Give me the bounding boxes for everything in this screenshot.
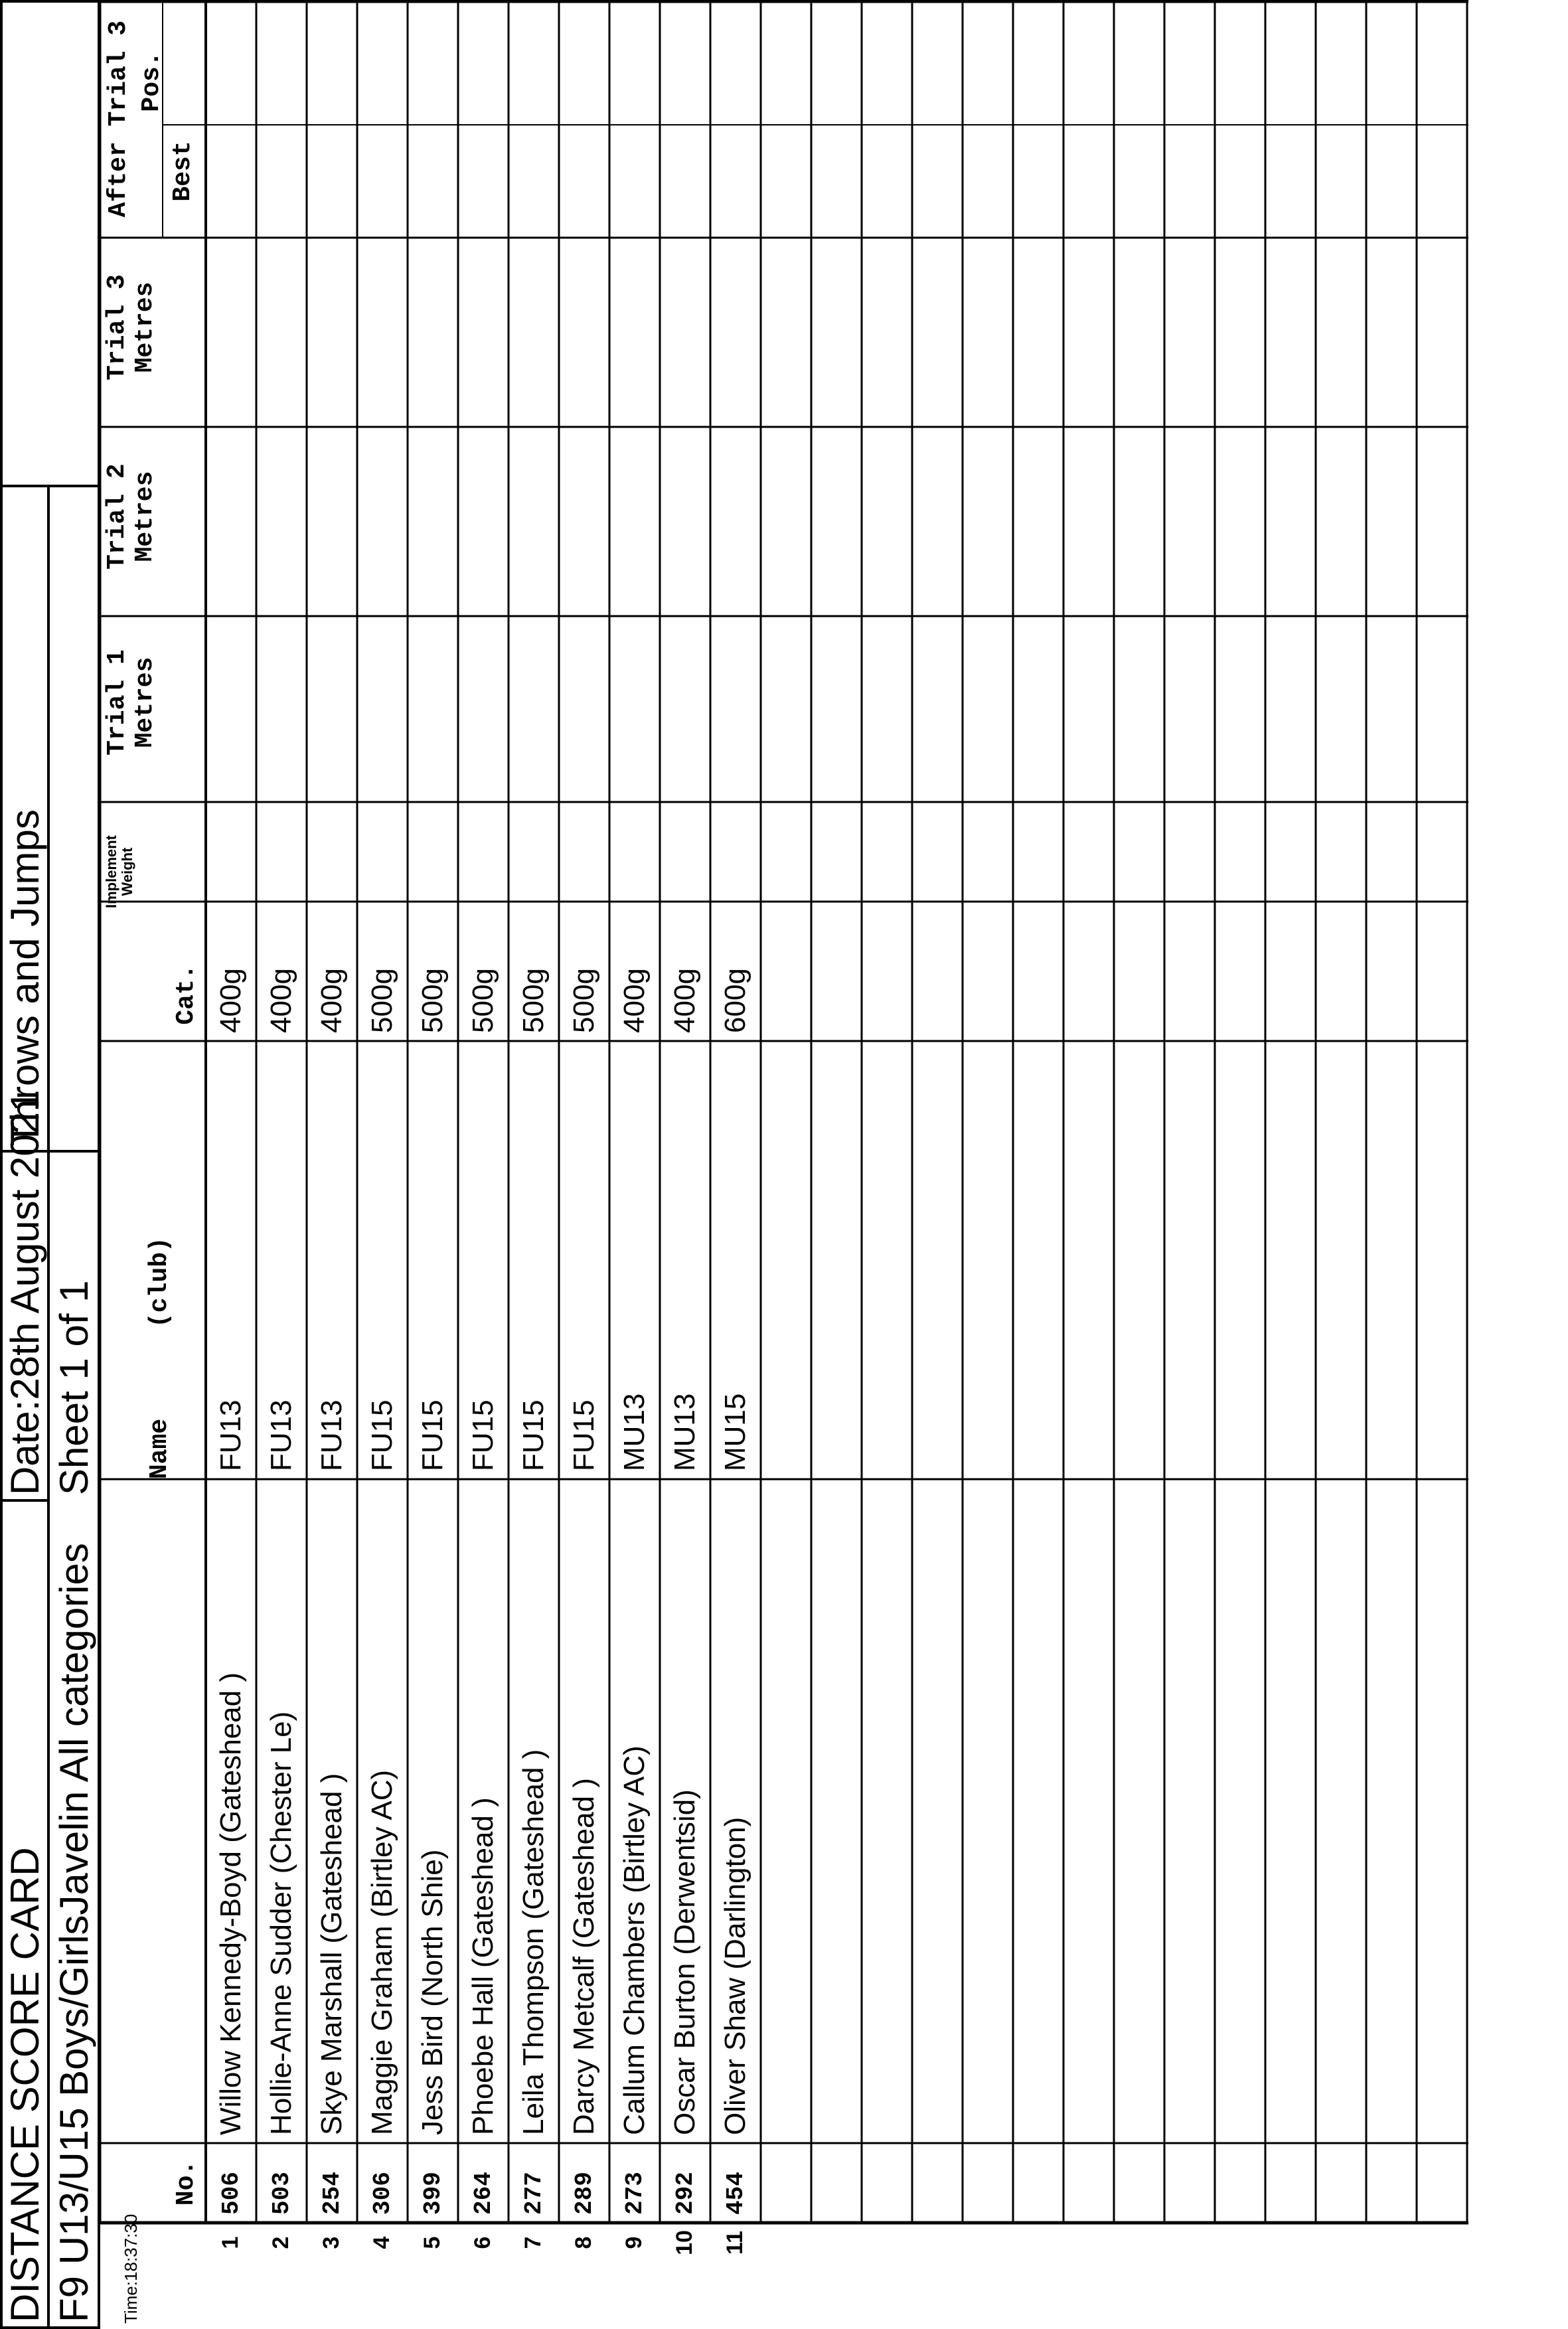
- row-index: 5: [420, 2236, 445, 2249]
- meeting-box: [0, 485, 50, 1153]
- competitor-number-text: 503: [268, 2172, 295, 2215]
- competitor-category: [660, 1046, 710, 1471]
- blank-header-box: [47, 485, 100, 1153]
- row-index: 10: [672, 2230, 697, 2255]
- competitor-name-text: Maggie Graham (Birtley AC): [366, 1769, 398, 2135]
- competitor-name: [458, 1485, 509, 2135]
- competitor-number: [408, 2143, 458, 2215]
- competitor-number-text: 254: [318, 2172, 346, 2215]
- row-index: 2: [268, 2236, 293, 2249]
- implement-weight-text: 400g: [315, 968, 348, 1033]
- competitor-number: [307, 2143, 357, 2215]
- competitor-name: [206, 1485, 256, 2135]
- competitor-name: [660, 1485, 710, 2135]
- print-time: Time:18:37:30: [121, 2213, 141, 2324]
- competitor-category: [408, 1046, 458, 1471]
- implement-weight: [256, 907, 307, 1033]
- implement-weight-text: 500g: [416, 968, 449, 1033]
- competitor-category-text: FU13: [265, 1400, 297, 1471]
- competitor-number: [357, 2143, 408, 2215]
- competitor-category: [509, 1046, 559, 1471]
- competitor-name-text: Willow Kennedy-Boyd (Gateshead ): [214, 1672, 247, 2135]
- title-box: [0, 1499, 50, 2329]
- competitor-category: [609, 1046, 660, 1471]
- meeting-name: Throws and Jumps: [3, 809, 47, 1146]
- implement-weight: [660, 907, 710, 1033]
- competitor-name: [710, 1485, 761, 2135]
- implement-weight: [307, 907, 357, 1033]
- competitor-category-text: FU13: [214, 1400, 247, 1471]
- implement-weight: [408, 907, 458, 1033]
- competitor-name-text: Oliver Shaw (Darlington): [719, 1816, 751, 2135]
- competitor-category: [458, 1046, 509, 1471]
- competitor-category-text: FU15: [416, 1400, 449, 1471]
- implement-weight-text: 400g: [618, 968, 651, 1033]
- col-header-after-pos: Pos.: [137, 51, 166, 112]
- competitor-name-text: Jess Bird (North Shie): [416, 1849, 449, 2135]
- implement-weight: [710, 907, 761, 1033]
- competitor-number-text: 506: [217, 2172, 245, 2215]
- competitor-category-text: FU15: [366, 1400, 398, 1471]
- competitor-name-text: Oscar Burton (Derwentsid): [668, 1789, 701, 2135]
- date-box: [0, 1089, 50, 1502]
- competitor-number: [559, 2143, 609, 2215]
- competitor-number: [660, 2143, 710, 2215]
- col-header-cat: Cat.: [172, 964, 200, 1025]
- competitor-category-text: MU15: [719, 1393, 751, 1471]
- competitor-number-text: 289: [570, 2172, 598, 2215]
- row-index: 11: [722, 2231, 747, 2255]
- competitor-name: [509, 1485, 559, 2135]
- meeting-date: Date:28th August 2021: [3, 1089, 47, 1495]
- event-box: [47, 1150, 100, 2329]
- implement-weight: [609, 907, 660, 1033]
- competitor-category-text: FU13: [315, 1400, 348, 1471]
- row-index: 6: [470, 2236, 495, 2249]
- competitor-name-text: Skye Marshall (Gateshead ): [315, 1773, 348, 2135]
- implement-weight: [458, 907, 509, 1033]
- competitor-category: [307, 1046, 357, 1471]
- competitor-name-text: Hollie-Anne Sudder (Chester Le): [265, 1711, 297, 2135]
- implement-weight-text: 500g: [467, 968, 499, 1033]
- col-header-trial2: Trial 2 Metres: [103, 463, 159, 570]
- implement-weight: [357, 907, 408, 1033]
- competitor-number-text: 399: [419, 2172, 447, 2215]
- competitor-number-text: 306: [368, 2172, 396, 2215]
- competitor-category-text: MU13: [668, 1393, 701, 1471]
- competitor-number: [609, 2143, 660, 2215]
- col-header-trial1: Trial 1 Metres: [103, 649, 159, 756]
- competitor-number: [256, 2143, 307, 2215]
- implement-weight-text: 500g: [517, 968, 550, 1033]
- row-index: 9: [621, 2236, 647, 2249]
- competitor-category: [710, 1046, 761, 1471]
- competitor-name: [357, 1485, 408, 2135]
- competitor-name: [408, 1485, 458, 2135]
- row-index: 3: [319, 2236, 344, 2249]
- event-name: F9 U13/U15 Boys/GirlsJavelin All categories: [51, 1543, 96, 2322]
- competitor-name-text: Phoebe Hall (Gateshead ): [467, 1797, 499, 2135]
- col-header-implement: Implement Weight: [103, 835, 135, 909]
- competitor-category-text: MU13: [618, 1393, 651, 1471]
- implement-weight-text: 500g: [366, 968, 398, 1033]
- blank-header-box-right: [0, 0, 100, 487]
- competitor-number-text: 264: [469, 2172, 497, 2215]
- competitor-name-text: Leila Thompson (Gateshead ): [517, 1749, 550, 2135]
- implement-weight-text: 400g: [265, 968, 297, 1033]
- col-header-name: Name (club): [145, 1237, 174, 1479]
- competitor-category: [559, 1046, 609, 1471]
- row-index: 4: [369, 2236, 394, 2249]
- col-header-trial3: Trial 3 Metres: [103, 274, 159, 380]
- competitor-category-text: FU15: [517, 1400, 550, 1471]
- competitor-number: [710, 2143, 761, 2215]
- competitor-number-text: 277: [520, 2172, 548, 2215]
- competitor-category-text: FU15: [467, 1400, 499, 1471]
- sheet-number: Sheet 1 of 1: [51, 1280, 96, 1495]
- implement-weight-text: 400g: [214, 968, 247, 1033]
- implement-weight: [559, 907, 609, 1033]
- competitor-name-text: Darcy Metcalf (Gateshead ): [568, 1778, 600, 2135]
- implement-weight-text: 500g: [568, 968, 600, 1033]
- competitor-number-text: 292: [671, 2172, 699, 2215]
- row-index: 8: [571, 2236, 596, 2249]
- row-index: 1: [218, 2236, 243, 2249]
- implement-weight: [509, 907, 559, 1033]
- competitor-number: [458, 2143, 509, 2215]
- competitor-name: [559, 1485, 609, 2135]
- implement-weight: [206, 907, 256, 1033]
- col-header-after-trial3: After Trial 3: [104, 20, 133, 218]
- implement-weight-text: 600g: [719, 968, 751, 1033]
- competitor-number-text: 273: [621, 2172, 649, 2215]
- row-index: 7: [520, 2236, 546, 2249]
- competitor-name-text: Callum Chambers (Birtley AC): [618, 1745, 651, 2135]
- competitor-name: [307, 1485, 357, 2135]
- competitor-name: [609, 1485, 660, 2135]
- competitor-number: [206, 2143, 256, 2215]
- competitor-category: [256, 1046, 307, 1471]
- implement-weight-text: 400g: [668, 968, 701, 1033]
- competitor-category: [206, 1046, 256, 1471]
- col-header-after-best: Best: [169, 141, 197, 202]
- competitor-category: [357, 1046, 408, 1471]
- competitor-name: [256, 1485, 307, 2135]
- competitor-number-text: 454: [722, 2172, 749, 2215]
- col-header-no: No.: [172, 2160, 200, 2206]
- competitor-number: [509, 2143, 559, 2215]
- card-title: DISTANCE SCORE CARD: [3, 1847, 47, 2322]
- competitor-category-text: FU15: [568, 1400, 600, 1471]
